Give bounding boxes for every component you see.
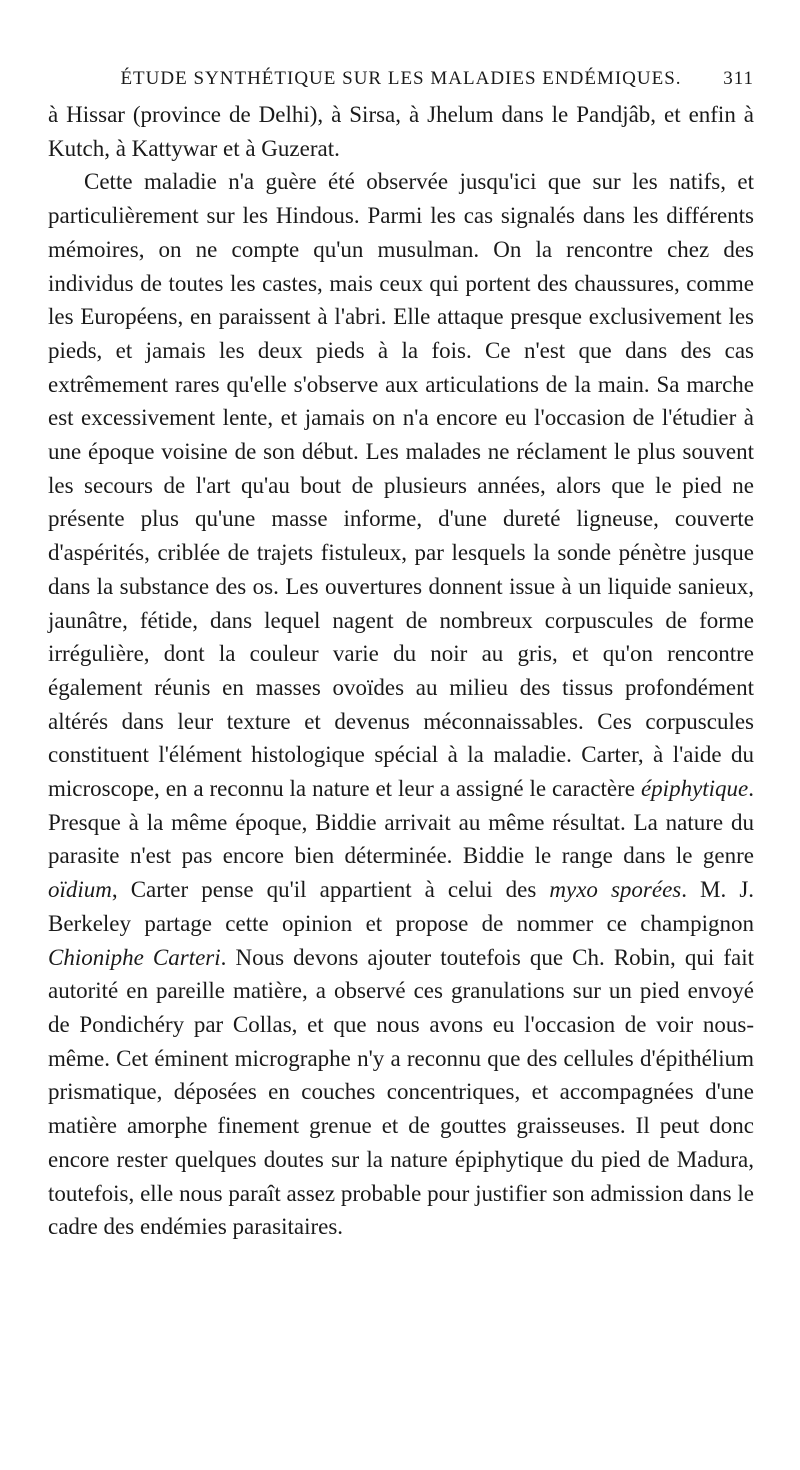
body-text [48, 98, 754, 1244]
text-run: . M. J. Berkeley partage cette opinion et propose de nommer ce champignon [48, 877, 755, 936]
text-run: , Carter pense qu'il appartient à celui des [111, 877, 537, 903]
text-run: . Presque à la même époque, Biddie arrivait au même résultat. La nature du parasite n'est pas encore bien déterminée. Biddie le range dans le genre [48, 776, 755, 869]
italic-term-epiphytique: épiphytique [640, 776, 749, 802]
paragraph-continuation: à Hissar (province de Delhi), à Sirsa, à Jhelum dans le Pandjâb, et enfin à Kutch, à Kattywar et à Guzerat. [48, 102, 754, 161]
paragraph-madura-foot [48, 165, 754, 1244]
text-run: Cette maladie n'a guère été observée jusqu'ici que sur les natifs, et particulièrement sur les Hindous. Parmi les cas signalés dans les différents mémoires, on ne compte qu'un musulman. On la rencontre chez des individus de toutes les castes, mais ceux qui portent des chaussures, comme les Européens, en paraissent à l'abri. Elle attaque presque exclusivement les pieds, et jamais les deux pieds à la fois. Ce n'est que dans des cas extrêmement rares qu'elle s'observe aux articulations de la main. Sa marche est excessivement lente, et jamais on n'a encore eu l'occasion de l'étudier à une époque voisine de son début. Les malades ne réclament le plus souvent les secours de l'art qu'au bout de plusieurs années, alors que le pied ne présente plus qu'une masse informe, d'une dureté ligneuse, couverte d'aspérités, criblée de trajets fistuleux, par lesquels la sonde pénètre jusque dans la substance des os. Les ouvertures donnent issue à un liquide sanieux, jaunâtre, fétide, dans lequel nagent de nombreux corpuscules de forme irrégulière, dont la couleur varie du noir au gris, et qu'on rencontre également réunis en masses ovoïdes au milieu des tissus profondément altérés dans leur texture et devenus méconnaissables. Ces corpuscules constituent l'élément histologique spécial à la maladie. Carter, à l'aide du microscope, en a reconnu la nature et leur a assigné le caractère [48, 169, 754, 802]
page-number: 311 [723, 68, 754, 89]
text-run: . Nous devons ajouter toutefois que Ch. Robin, qui fait autorité en pareille matière, a observé ces granulations sur un pied envoyé de Pondichéry par Collas, et que nous avons eu l'occasion de voir nous-même. Cet éminent micrographe n'y a reconnu que des cellules d'épithélium prismatique, déposées en couches concentriques, et accompagnées d'une matière amorphe finement grenue et de gouttes graisseuses. Il peut donc encore rester quelques doutes sur la nature épiphytique du pied de Madura, toutefois, elle nous paraît assez probable pour justifier son admission dans le cadre des endémies parasitaires. [48, 944, 754, 1240]
italic-term-myxo-sporees: myxo sporées [549, 877, 682, 903]
running-title: ÉTUDE SYNTHÉTIQUE SUR LES MALADIES ENDÉMIQUES. [120, 68, 682, 89]
italic-term-chioniphe-carteri: Chioniphe Carteri [48, 944, 221, 970]
book-page [48, 62, 754, 1244]
running-head [48, 62, 754, 96]
italic-term-oidium: oïdium [48, 877, 112, 903]
